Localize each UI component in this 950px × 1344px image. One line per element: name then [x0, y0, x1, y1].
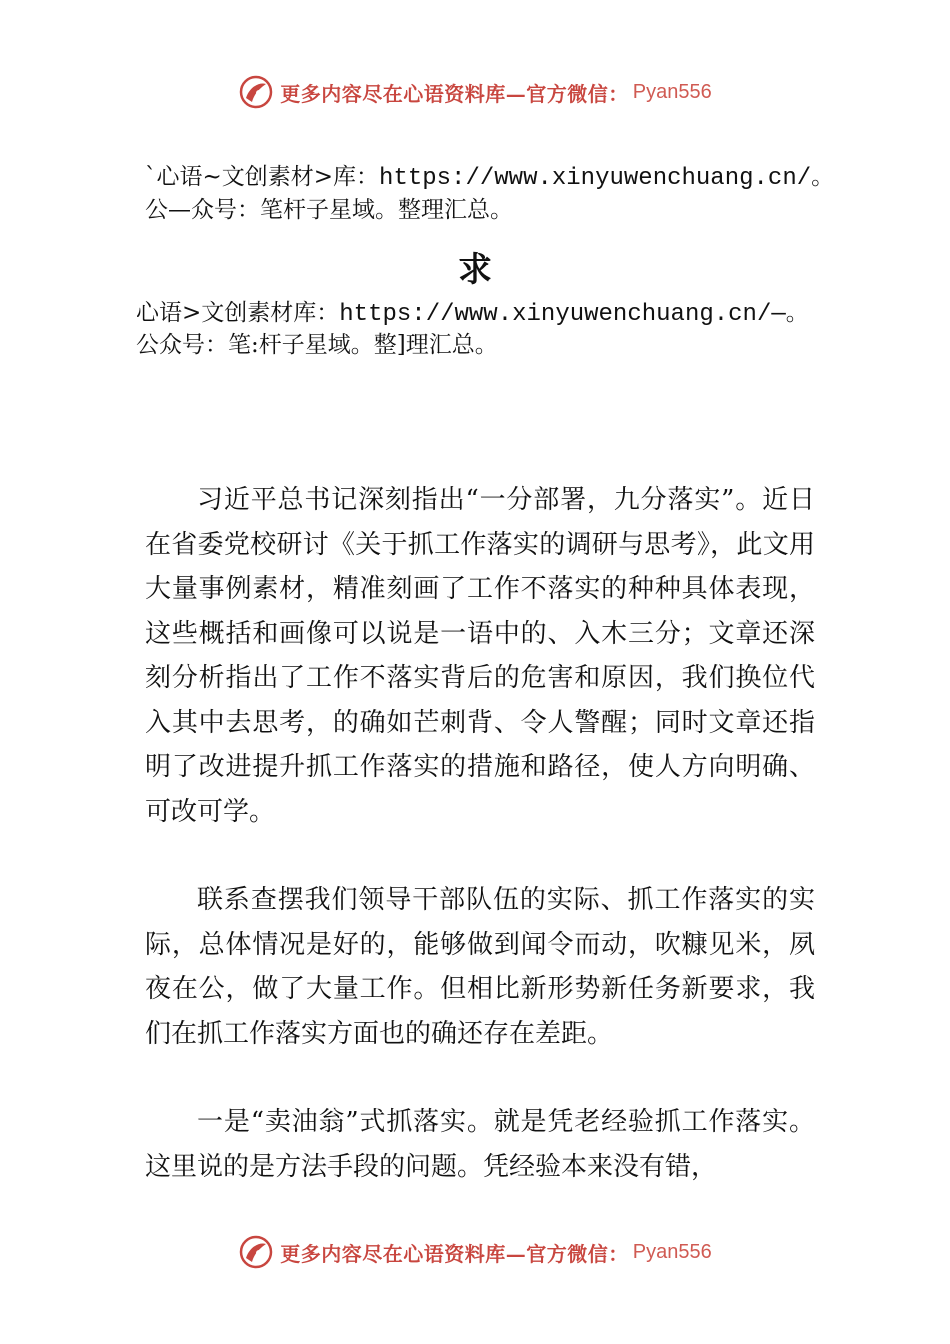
- watermark-line-2: 公—众号：笔杆子星域。整理汇总。: [145, 197, 513, 223]
- banner-text: 更多内容尽在心语资料库—官方微信：: [280, 81, 629, 106]
- watermark-url: https://www.xinyuwenchuang.cn/: [379, 165, 812, 192]
- watermark-prefix: 心语>文创素材库：: [136, 300, 340, 326]
- body-paragraph-1: 习近平总书记深刻指出“一分部署，九分落实”。近日在省委党校研讨《关于抓工作落实的调研与思考》，此文用大量事例素材，精准刻画了工作不落实的种种具体表现，这些概括和画像可以说是一语中的、入木三分；文章还深刻分析指出了工作不落实背后的危害和原因，我们换位代入其中去思考，的确如芒刺背、令人警醒；同时文章还指明了改进提升抓工作落实的措施和路径，使人方向明确、可改可学。: [145, 485, 815, 827]
- banner-wechat-id: Pyan556: [632, 1240, 712, 1263]
- watermark-line-1: [145, 160, 834, 196]
- banner-wechat-id: Pyan556: [632, 80, 712, 103]
- watermark-suffix: 。: [811, 164, 835, 190]
- footer-banner: [0, 1232, 950, 1272]
- brand-logo-icon: [238, 74, 274, 110]
- watermark-suffix: 。: [785, 300, 809, 326]
- body-paragraph-3: 一是“卖油翁”式抓落实。就是凭老经验抓工作落实。这里说的是方法手段的问题。凭经验本来没有错，: [145, 1107, 815, 1182]
- watermark-prefix: `心语~文创素材>库：: [145, 164, 380, 190]
- watermark-line-4: 公众号：笔:杆子星域。整]理汇总。: [136, 332, 498, 358]
- header-banner: [0, 72, 950, 112]
- brand-logo-icon: [238, 1234, 274, 1270]
- watermark-line-3: [136, 296, 809, 332]
- page-title: 求: [458, 250, 492, 290]
- body-paragraph-2: 联系查摆我们领导干部队伍的实际、抓工作落实的实际，总体情况是好的，能够做到闻令而动，吹糠见米，夙夜在公，做了大量工作。但相比新形势新任务新要求，我们在抓工作落实方面也的确还存在差距。: [145, 885, 815, 1049]
- banner-text: 更多内容尽在心语资料库—官方微信：: [280, 1241, 629, 1266]
- watermark-url: https://www.xinyuwenchuang.cn/—: [339, 301, 786, 328]
